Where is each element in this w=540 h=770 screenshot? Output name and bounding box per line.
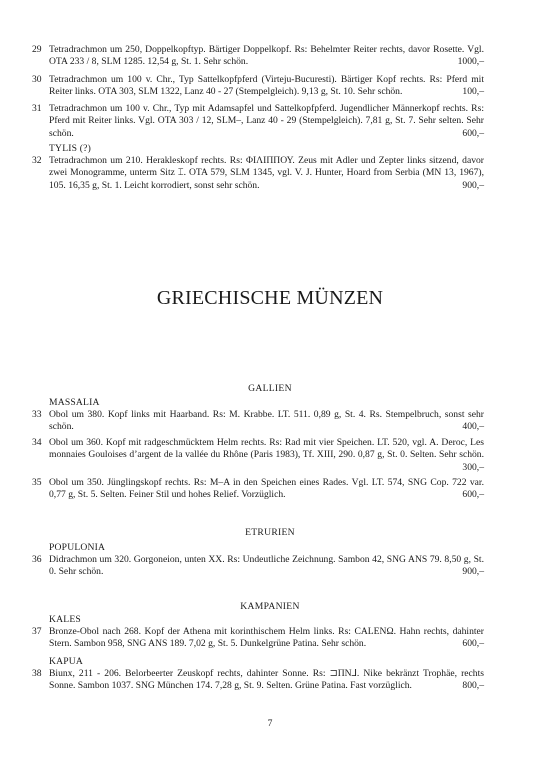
lot-description: Didrachmon um 320. Gorgoneion, unten XX. Rs: Undeutliche Zeichnung. Sambon 42, SNG ANS 79. 8,50 g, St. 0. Sehr schön. bbox=[49, 554, 484, 578]
lot-number: 34 bbox=[32, 437, 42, 448]
lot-description: Tetradrachmon um 210. Herakleskopf rechts. Rs: ΦΙΛΙΠΠΟΥ. Zeus mit Adler und Zepter links sitzend, davor zwei Monogramme, unterm Sitz ⌶. OTA 579, SLM 1345, vgl. V. J. Hunter, Hoard from Serbia (MN 13, 1967), 105. 16,35 g, St. 1. Leicht korrodiert, sonst sehr schön. bbox=[49, 155, 484, 191]
lot-entry bbox=[32, 155, 484, 192]
lot-description: Tetradrachmon um 250, Doppelkopftyp. Bärtiger Doppelkopf. Rs: Behelmter Reiter rechts, davor Rosette. Vgl. OTA 233 / 8, SLM 1285. 12,54 g, St. 1. Sehr schön. bbox=[49, 44, 484, 68]
section-city-heading: KALES bbox=[49, 614, 81, 625]
lot-price: 300,– bbox=[458, 462, 484, 474]
lot-price: 600,– bbox=[458, 489, 484, 501]
lot-description: Biunx, 211 - 206. Belorbeerter Zeuskopf rechts, dahinter Sonne. Rs: ⊐ΠΝ⅃. Nike bekränzt Trophäe, rechts Sonne. Sambon 1037. SNG München 174. 7,28 g, St. 9. Selten. Grüne Patina. Fast vorzüglich. bbox=[49, 668, 484, 692]
section-city-heading: TYLIS (?) bbox=[49, 143, 92, 154]
lot-number: 35 bbox=[32, 477, 42, 488]
lot-description: Obol um 350. Jünglingskopf rechts. Rs: M–A in den Speichen eines Rades. Vgl. LT. 574, SNG Cop. 722 var. 0,77 g, St. 5. Selten. Feiner Stil und hohes Relief. Vorzüglich. bbox=[49, 477, 484, 501]
lot-number: 36 bbox=[32, 554, 42, 565]
lot-entry bbox=[32, 409, 484, 434]
lot-number: 30 bbox=[32, 74, 42, 85]
section-city-heading: MASSALIA bbox=[49, 397, 100, 408]
lot-number: 31 bbox=[32, 103, 42, 114]
region-heading: ETRURIEN bbox=[245, 527, 295, 538]
region-heading: KAMPANIEN bbox=[240, 601, 300, 612]
lot-description: Tetradrachmon um 100 v. Chr., Typ mit Adamsapfel und Sattelkopfpferd. Jugendlicher Männerkopf rechts. Rs: Pferd mit Reiter links. Vgl. OTA 303 / 12, SLM–, Lanz 40 - 29 (Stempelgleich). 7,81 g, St. 7. Sehr selten. Sehr schön. bbox=[49, 103, 484, 139]
lot-entry bbox=[32, 103, 484, 140]
lot-number: 29 bbox=[32, 44, 42, 55]
lot-price: 100,– bbox=[458, 86, 484, 98]
page-title: GRIECHISCHE MÜNZEN bbox=[156, 287, 384, 309]
lot-description: Tetradrachmon um 100 v. Chr., Typ Sattelkopfpferd (Virteju-Bucuresti). Bärtiger Kopf rechts. Rs: Pferd mit Reiter links. OTA 303, SLM 1322, Lanz 40 - 27 (Stempelgleich). 9,13 g, St. 10. Sehr schön. bbox=[49, 74, 484, 98]
lot-entry bbox=[32, 477, 484, 502]
lot-description: Obol um 380. Kopf links mit Haarband. Rs: M. Krabbe. LT. 511. 0,89 g, St. 4. Rs. Stempelbruch, sonst sehr schön. bbox=[49, 409, 484, 433]
lot-entry bbox=[32, 554, 484, 579]
page-number: 7 bbox=[267, 718, 273, 729]
lot-entry bbox=[32, 437, 484, 474]
lot-number: 37 bbox=[32, 626, 42, 637]
lot-price: 900,– bbox=[458, 180, 484, 192]
lot-entry bbox=[32, 668, 484, 693]
lot-price: 600,– bbox=[458, 638, 484, 650]
lot-description: Bronze-Obol nach 268. Kopf der Athena mit korinthischem Helm links. Rs: CALENΩ. Hahn rechts, dahinter Stern. Sambon 958, SNG ANS 189. 7,02 g, St. 5. Dunkelgrüne Patina. Sehr schön. bbox=[49, 626, 484, 650]
lot-entry bbox=[32, 74, 484, 99]
lot-number: 32 bbox=[32, 155, 42, 166]
region-heading: GALLIEN bbox=[248, 383, 292, 394]
section-city-heading: KAPUA bbox=[49, 656, 84, 667]
lot-entry bbox=[32, 626, 484, 651]
lot-price: 600,– bbox=[458, 128, 484, 140]
lot-price: 1000,– bbox=[454, 56, 484, 68]
lot-entry bbox=[32, 44, 484, 69]
lot-price: 800,– bbox=[458, 680, 484, 692]
lot-number: 33 bbox=[32, 409, 42, 420]
section-city-heading: POPULONIA bbox=[49, 542, 106, 553]
lot-price: 900,– bbox=[458, 566, 484, 578]
lot-price: 400,– bbox=[458, 421, 484, 433]
lot-number: 38 bbox=[32, 668, 42, 679]
lot-description: Obol um 360. Kopf mit radgeschmücktem Helm rechts. Rs: Rad mit vier Speichen. LT. 520, vgl. A. Deroc, Les monnaies Gouloises d’argent de la vallée du Rhône (Paris 1983), Tf. XIII, 290. 0,87 g, St. 0. Selten. Sehr schön. bbox=[49, 437, 484, 461]
